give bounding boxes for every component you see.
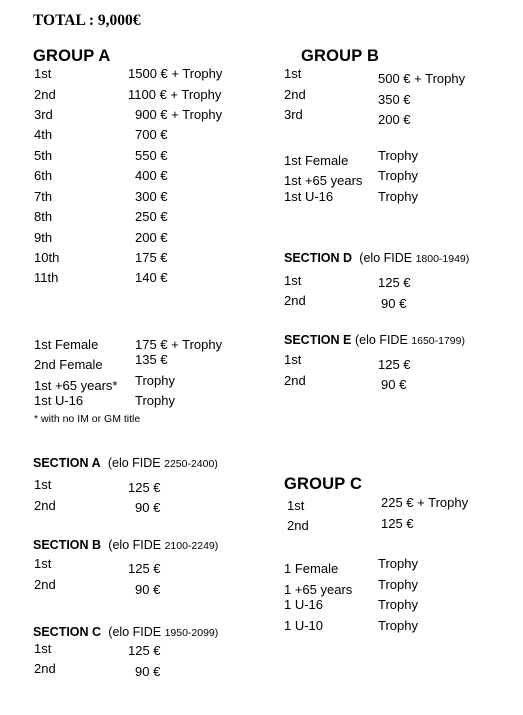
place-label: 9th (34, 230, 53, 245)
prize-value: 90 € (381, 377, 407, 392)
place-label: 3rd (284, 107, 303, 122)
prize-value: 200 € (135, 230, 168, 245)
section-c-heading (33, 624, 218, 639)
prize-value: 1100 € + Trophy (128, 87, 222, 102)
section-a-elo: (elo FIDE (107, 456, 165, 470)
section-e-range: 1650-1799) (411, 335, 465, 347)
place-label: 1st (284, 66, 302, 81)
prize-value: 250 € (135, 209, 168, 224)
prize-value: 125 € (381, 516, 414, 531)
prize-value: 225 € + Trophy (381, 495, 469, 510)
section-e-title: SECTION E (284, 333, 352, 347)
section-d-heading (284, 250, 469, 265)
place-label: 1st (34, 66, 52, 81)
place-label: 1st (34, 556, 52, 571)
section-e-heading (284, 332, 465, 347)
place-label: 1st (284, 352, 302, 367)
place-label: 8th (34, 209, 53, 224)
special-label: 1st +65 years* (34, 378, 118, 393)
group-a-title: GROUP A (33, 47, 111, 65)
special-prize: 135 € (135, 352, 168, 367)
special-prize: Trophy (378, 148, 418, 163)
special-label: 1 +65 years (284, 582, 353, 597)
section-c-title: SECTION C (33, 625, 102, 639)
place-label: 7th (34, 189, 53, 204)
section-b-title: SECTION B (33, 538, 102, 552)
special-label: 1st U-16 (284, 189, 334, 204)
section-d-range: 1800-1949) (415, 253, 470, 265)
special-label: 1 Female (284, 561, 339, 576)
prize-value: 400 € (135, 168, 168, 183)
prize-value: 125 € (378, 275, 411, 290)
place-label: 3rd (34, 107, 53, 122)
place-label: 1st (287, 498, 305, 513)
special-label: 1st Female (284, 153, 349, 168)
prize-value: 90 € (381, 296, 407, 311)
prize-value: 350 € (378, 92, 411, 107)
special-prize: Trophy (135, 373, 175, 388)
special-prize: Trophy (135, 393, 175, 408)
special-label: 2nd Female (34, 357, 103, 372)
special-label: 1st +65 years (284, 173, 363, 188)
place-label: 2nd (284, 87, 306, 102)
special-prize: 175 € + Trophy (135, 337, 223, 352)
place-label: 2nd (284, 373, 306, 388)
place-label: 2nd (34, 87, 56, 102)
special-label: 1 U-16 (284, 597, 324, 612)
prize-value: 175 € (135, 250, 168, 265)
prize-value: 700 € (135, 127, 168, 142)
section-c-range: 1950-2099) (164, 627, 219, 639)
total-heading: TOTAL : 9,000€ (33, 12, 141, 29)
place-label: 2nd (34, 577, 56, 592)
prize-value: 125 € (128, 643, 161, 658)
prize-value: 140 € (135, 270, 168, 285)
group-c-title: GROUP C (284, 475, 363, 493)
footnote: * with no IM or GM title (34, 413, 141, 425)
place-label: 11th (34, 270, 59, 285)
prize-value: 200 € (378, 112, 411, 127)
special-label: 1 U-10 (284, 618, 324, 633)
section-b-elo: (elo FIDE (108, 538, 165, 552)
place-label: 2nd (287, 518, 309, 533)
place-label: 2nd (34, 498, 56, 513)
place-label: 2nd (284, 293, 306, 308)
prize-value: 125 € (128, 561, 161, 576)
special-prize: Trophy (378, 577, 418, 592)
special-prize: Trophy (378, 556, 418, 571)
place-label: 10th (34, 250, 60, 265)
special-prize: Trophy (378, 597, 418, 612)
place-label: 5th (34, 148, 53, 163)
section-d-elo: (elo FIDE (359, 251, 416, 265)
section-b-range: 2100-2249) (164, 540, 219, 552)
special-prize: Trophy (378, 189, 418, 204)
special-prize: Trophy (378, 618, 418, 633)
place-label: 1st (34, 477, 52, 492)
prize-value: 500 € + Trophy (378, 71, 466, 86)
prize-value: 900 € + Trophy (135, 107, 223, 122)
prize-value: 90 € (135, 582, 161, 597)
place-label: 6th (34, 168, 53, 183)
special-prize: Trophy (378, 168, 418, 183)
place-label: 1st (284, 273, 302, 288)
group-b-title: GROUP B (301, 47, 380, 65)
section-e-elo: (elo FIDE (355, 333, 412, 347)
prize-value: 550 € (135, 148, 168, 163)
section-c-elo: (elo FIDE (108, 625, 165, 639)
prize-value: 125 € (378, 357, 411, 372)
special-label: 1st U-16 (34, 393, 84, 408)
section-b-heading (33, 537, 218, 552)
section-a-range: 2250-2400) (164, 458, 218, 470)
special-label: 1st Female (34, 337, 99, 352)
section-a-title: SECTION A (33, 456, 101, 470)
section-d-title: SECTION D (284, 251, 353, 265)
place-label: 2nd (34, 661, 56, 676)
place-label: 1st (34, 641, 52, 656)
prize-value: 90 € (135, 500, 161, 515)
prize-value: 1500 € + Trophy (128, 66, 223, 81)
prize-value: 125 € (128, 480, 161, 495)
prize-value: 300 € (135, 189, 168, 204)
place-label: 4th (34, 127, 53, 142)
section-a-heading (33, 455, 218, 470)
prize-value: 90 € (135, 664, 161, 679)
